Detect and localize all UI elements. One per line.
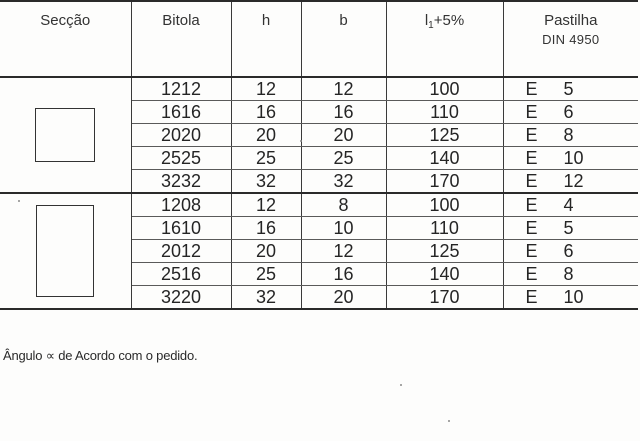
insert-number: 10 xyxy=(563,287,584,307)
rectangle-icon xyxy=(36,205,94,297)
h-cell: 32 xyxy=(231,286,301,310)
bitola-cell: 2525 xyxy=(131,147,231,170)
b-cell: 12 xyxy=(301,77,386,101)
h-cell: 12 xyxy=(231,77,301,101)
insert-number: 8 xyxy=(563,125,574,145)
bitola-cell: 3220 xyxy=(131,286,231,310)
insert-cell xyxy=(503,147,638,170)
insert-cell xyxy=(503,77,638,101)
length-subscript: 1 xyxy=(428,20,434,31)
b-cell: 8 xyxy=(301,193,386,217)
length-tolerance: +5% xyxy=(433,12,465,29)
h-cell: 25 xyxy=(231,147,301,170)
length-symbol: l xyxy=(424,12,429,29)
insert-letter: E xyxy=(525,264,538,284)
length-cell: 125 xyxy=(386,124,503,147)
header-pastilha xyxy=(503,1,638,77)
pastilha-standard: DIN 4950 xyxy=(542,32,600,47)
insert-cell xyxy=(503,217,638,240)
length-cell: 170 xyxy=(386,286,503,310)
insert-number: 6 xyxy=(563,241,574,261)
scan-speck xyxy=(448,420,450,422)
b-cell: 16 xyxy=(301,101,386,124)
insert-cell xyxy=(503,286,638,310)
insert-letter: E xyxy=(525,195,538,215)
header-bitola: Bitola xyxy=(131,1,231,77)
square-icon xyxy=(35,108,95,162)
b-cell: 32 xyxy=(301,170,386,194)
insert-letter: E xyxy=(525,125,538,145)
h-cell: 16 xyxy=(231,217,301,240)
insert-number: 8 xyxy=(563,264,574,284)
table-row xyxy=(0,193,638,217)
insert-cell xyxy=(503,124,638,147)
insert-cell xyxy=(503,263,638,286)
h-cell: 20 xyxy=(231,240,301,263)
length-cell: 110 xyxy=(386,217,503,240)
insert-number: 5 xyxy=(563,218,574,238)
bitola-cell: 2516 xyxy=(131,263,231,286)
insert-number: 5 xyxy=(563,79,574,99)
insert-cell xyxy=(503,240,638,263)
scan-speck xyxy=(400,384,402,386)
bitola-cell: 2012 xyxy=(131,240,231,263)
scan-speck xyxy=(300,140,302,142)
insert-cell xyxy=(503,101,638,124)
b-cell: 20 xyxy=(301,286,386,310)
insert-cell xyxy=(503,193,638,217)
insert-letter: E xyxy=(525,241,538,261)
insert-letter: E xyxy=(525,287,538,307)
scan-speck xyxy=(18,200,20,202)
bitola-cell: 1212 xyxy=(131,77,231,101)
length-cell: 140 xyxy=(386,147,503,170)
bitola-cell: 1616 xyxy=(131,101,231,124)
b-cell: 12 xyxy=(301,240,386,263)
length-cell: 100 xyxy=(386,193,503,217)
h-cell: 20 xyxy=(231,124,301,147)
length-cell: 100 xyxy=(386,77,503,101)
insert-letter: E xyxy=(525,148,538,168)
insert-letter: E xyxy=(525,171,538,191)
bitola-cell: 3232 xyxy=(131,170,231,194)
header-seccao: Secção xyxy=(0,1,131,77)
insert-number: 6 xyxy=(563,102,574,122)
section-cell xyxy=(0,193,131,309)
insert-number: 12 xyxy=(563,171,584,191)
b-cell: 25 xyxy=(301,147,386,170)
table-header-row xyxy=(0,1,638,77)
length-cell: 140 xyxy=(386,263,503,286)
h-cell: 16 xyxy=(231,101,301,124)
header-length xyxy=(386,1,503,77)
insert-number: 10 xyxy=(563,148,584,168)
footnote: Ângulo ∝ de Acordo com o pedido. xyxy=(3,348,198,363)
section-cell xyxy=(0,77,131,193)
b-cell: 10 xyxy=(301,217,386,240)
insert-number: 4 xyxy=(563,195,574,215)
header-b: b xyxy=(301,1,386,77)
bitola-cell: 2020 xyxy=(131,124,231,147)
h-cell: 25 xyxy=(231,263,301,286)
length-cell: 125 xyxy=(386,240,503,263)
pastilha-label: Pastilha xyxy=(544,12,598,29)
insert-letter: E xyxy=(525,218,538,238)
b-cell: 16 xyxy=(301,263,386,286)
length-cell: 170 xyxy=(386,170,503,194)
bitola-cell: 1610 xyxy=(131,217,231,240)
insert-letter: E xyxy=(525,79,538,99)
length-cell: 110 xyxy=(386,101,503,124)
header-h: h xyxy=(231,1,301,77)
h-cell: 12 xyxy=(231,193,301,217)
b-cell: 20 xyxy=(301,124,386,147)
h-cell: 32 xyxy=(231,170,301,194)
insert-letter: E xyxy=(525,102,538,122)
insert-cell xyxy=(503,170,638,194)
bitola-cell: 1208 xyxy=(131,193,231,217)
table-row xyxy=(0,77,638,101)
table-body xyxy=(0,77,638,309)
